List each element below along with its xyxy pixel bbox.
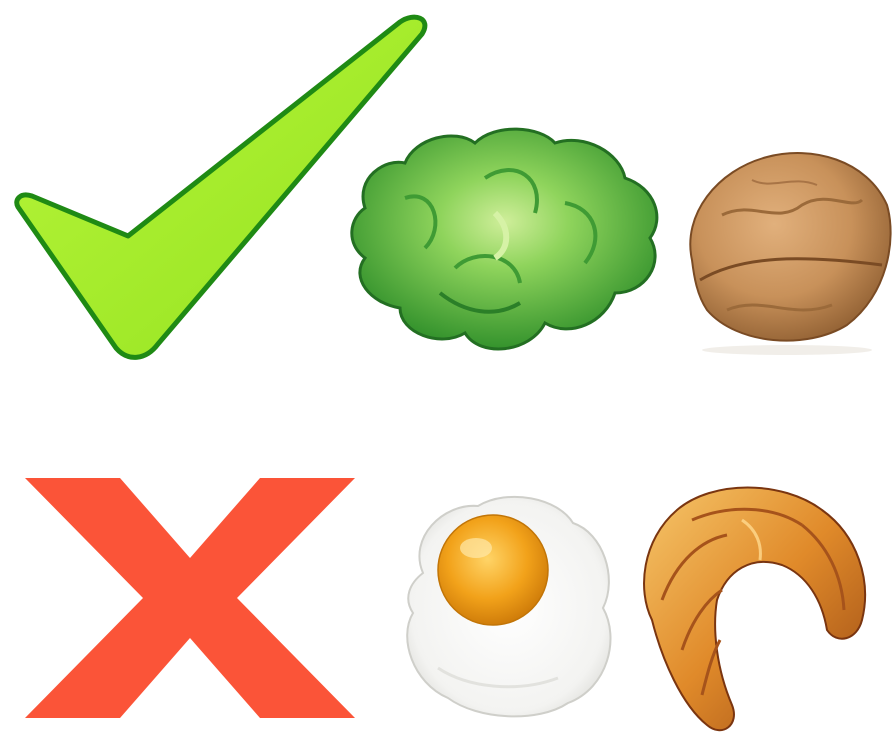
unhealthy-foods-row bbox=[0, 370, 895, 740]
lettuce-image bbox=[345, 118, 670, 363]
walnut-image bbox=[682, 145, 894, 350]
cross-mark-icon bbox=[25, 478, 355, 718]
fried-egg-image bbox=[398, 488, 618, 723]
croissant-image bbox=[632, 480, 872, 738]
